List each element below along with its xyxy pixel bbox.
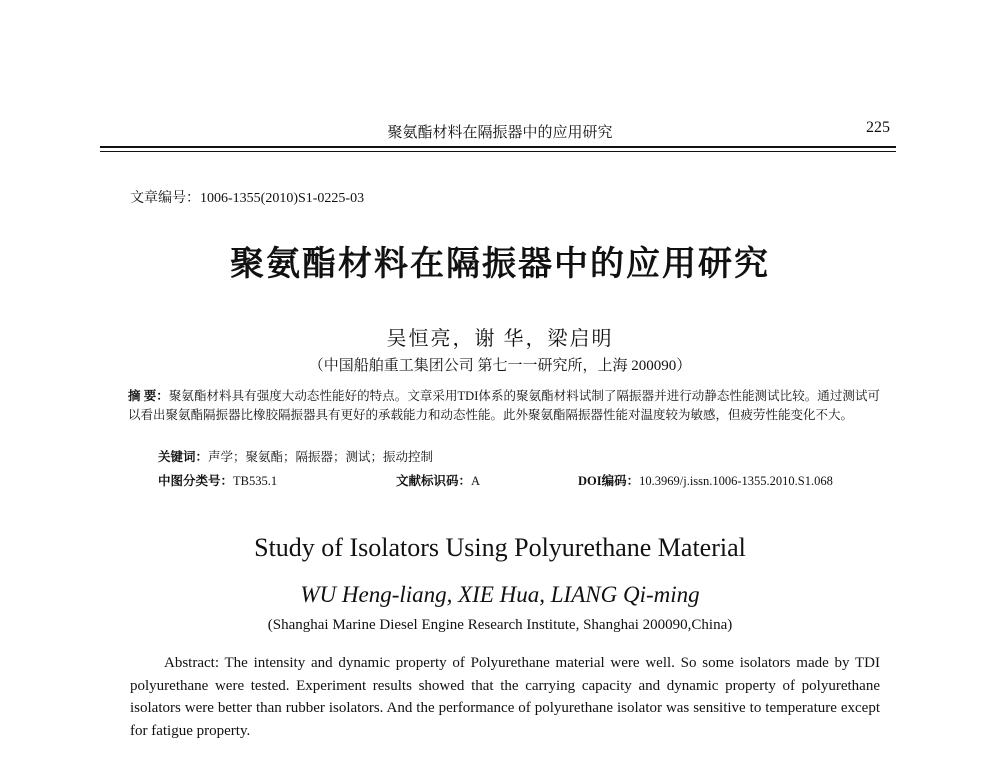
doi-label: DOI编码： [578, 474, 640, 488]
chinese-abstract [128, 387, 880, 425]
header-rule-thick [100, 146, 896, 148]
chinese-title: 聚氨酯材料在隔振器中的应用研究 [230, 244, 770, 284]
keywords-label: 关键词： [158, 450, 209, 464]
doc-code-value: A [471, 474, 481, 488]
keywords-text: 声学；聚氨酯；隔振器；测试；振动控制 [208, 450, 434, 464]
english-title: Study of Isolators Using Polyurethane Material [254, 533, 746, 562]
english-abstract-label: Abstract: [164, 655, 219, 671]
chinese-abstract-label: 摘 要： [128, 389, 169, 403]
doi-value: 10.3969/j.issn.1006-1355.2010.S1.068 [639, 474, 833, 488]
clc-number [158, 471, 277, 489]
doc-code-label: 文献标识码： [396, 474, 472, 488]
chinese-abstract-text: 聚氨酯材料具有强度大动态性能好的特点。文章采用TDI体系的聚氨酯材料试制了隔振器并进行动静态性能测试比较。通过测试可以看出聚氨酯隔振器比橡胶隔振器具有更好的承载能力和动态性能。此外聚氨酯隔振器性能对温度较为敏感，但疲劳性能变化不大。 [128, 389, 880, 422]
chinese-keywords [158, 447, 433, 465]
chinese-authors: 吴恒亮，谢 华，梁启明 [386, 328, 614, 350]
chinese-affiliation: （中国船舶重工集团公司 第七一一研究所，上海 200090） [308, 358, 692, 374]
document-code [396, 471, 480, 489]
running-title: 聚氨酯材料在隔振器中的应用研究 [387, 125, 613, 141]
article-number: 文章编号：1006-1355(2010)S1-0225-03 [130, 191, 365, 206]
english-abstract-text: The intensity and dynamic property of Polyurethane material were well. So some isolators made by TDI polyurethane were tested. Experiment results showed that the carrying capacity and dynamic property of polyurethane isolators were better than rubber isolators. And the performance of polyurethane isolator was sensitive to temperature except for fatigue property. [130, 655, 880, 739]
page-number: 225 [866, 119, 890, 136]
header-rule-thin [100, 151, 896, 152]
english-affiliation: (Shanghai Marine Diesel Engine Research Institute, Shanghai 200090,China) [267, 617, 733, 633]
english-abstract [130, 652, 880, 742]
clc-value: TB535.1 [233, 474, 278, 488]
english-authors: WU Heng-liang, XIE Hua, LIANG Qi-ming [300, 582, 700, 607]
doi [578, 471, 833, 489]
clc-label: 中图分类号： [158, 474, 234, 488]
